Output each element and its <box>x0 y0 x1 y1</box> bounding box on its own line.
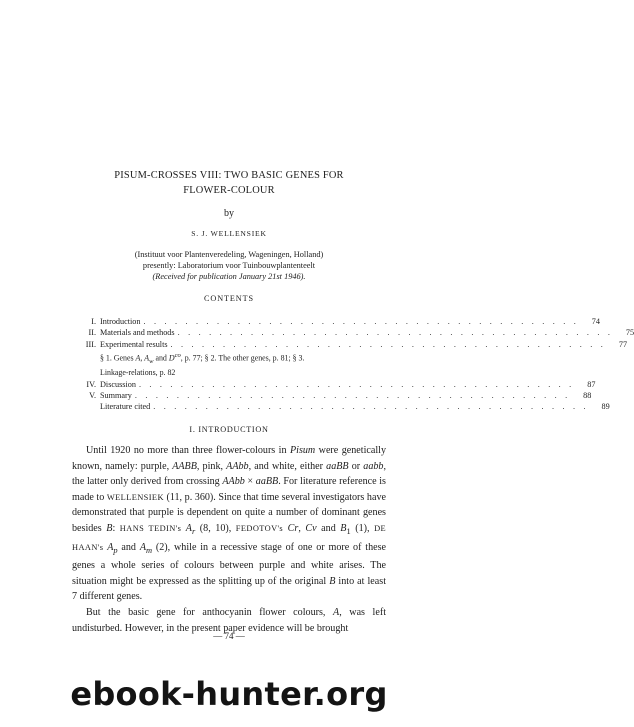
text: (1), <box>350 522 375 534</box>
paragraph <box>72 443 386 605</box>
contents-heading: CONTENTS <box>204 294 254 303</box>
table-of-contents <box>72 316 634 413</box>
author-ref: DE HAAN's <box>72 523 387 552</box>
text: But the basic gene for anthocyanin flower colours, <box>86 606 334 618</box>
toc-sub-text: , <box>140 353 145 363</box>
text: , was left undisturbed. However, in the present paper evidence will be brought <box>72 606 387 634</box>
genotype: aaBB <box>255 476 279 488</box>
body-text <box>72 443 386 636</box>
toc-leader: . . . . . . . . . . . . . . . . . . . . . . . . . . . . . . . . . . . . . . . . . . <box>177 328 614 338</box>
toc-sub-text: and <box>153 353 169 363</box>
toc-leader: . . . . . . . . . . . . . . . . . . . . . . . . . . . . . . . . . . . . . . . . . . <box>138 379 575 389</box>
toc-label: Literature cited <box>100 402 151 412</box>
toc-leader: . . . . . . . . . . . . . . . . . . . . . . . . . . . . . . . . . . . . . . . . . . <box>153 402 589 412</box>
toc-entry <box>72 379 596 390</box>
toc-number: II. <box>88 328 96 338</box>
toc-subentry <box>72 350 385 379</box>
text: and <box>316 522 341 534</box>
toc-entry <box>72 327 634 338</box>
text: (2), while in a recessive stage of one or more of these genes a whole series of colours between purple and white arises. The situation might be expressed as the splitting up of the original <box>72 541 386 587</box>
text: (11, p. 360). Since that time several investigators have demonstrated that purple is dependent on quite a number of dominant genes besides <box>72 491 386 534</box>
text: . For literature reference is made to <box>72 476 386 503</box>
toc-label: Summary <box>100 390 132 400</box>
gene: B <box>340 522 347 534</box>
toc-number: I. <box>91 317 96 326</box>
text: , <box>298 522 306 534</box>
toc-sub-text: § 1. Genes <box>100 353 136 363</box>
byline: by <box>224 208 234 219</box>
toc-number: III. <box>85 339 96 349</box>
author-ref: FEDOTOV's <box>235 523 284 533</box>
text: and <box>117 541 140 553</box>
text: , and white, either <box>248 460 327 472</box>
affiliation <box>60 249 398 282</box>
toc-entry <box>72 339 628 350</box>
author-name: S. J. WELLENSIEK <box>191 229 267 238</box>
genotype: AAbb <box>222 476 245 488</box>
toc-page: 77 <box>618 339 628 349</box>
toc-sub-gene: A <box>144 353 150 363</box>
toc-sub-gene: A <box>135 353 141 363</box>
toc-label: Materials and methods <box>100 328 175 338</box>
toc-sub-superscript: co <box>174 351 181 359</box>
toc-number: IV. <box>86 379 96 389</box>
toc-subentry-line-1 <box>100 350 385 368</box>
gene-subscript: 1 <box>346 526 351 536</box>
gene: A <box>107 541 114 553</box>
toc-entry <box>72 390 592 401</box>
toc-sub-gene: D <box>168 353 175 363</box>
author-ref: WELLENSIEK <box>106 492 164 502</box>
toc-label: Experimental results <box>100 339 168 349</box>
genotype: AABB <box>172 460 197 472</box>
text: or <box>348 460 364 472</box>
page-number: — 74 — <box>213 631 245 641</box>
toc-sub-text: , p. 77; § 2. The other genes, p. 81; § 3. <box>180 353 305 363</box>
text: , the latter only derived from crossing <box>72 460 386 488</box>
gene: A <box>139 541 146 553</box>
gene: Cv <box>305 522 317 534</box>
gene: B <box>329 575 336 587</box>
section-heading: I. INTRODUCTION <box>189 425 269 434</box>
toc-sub-subscript: w <box>149 358 154 366</box>
paper-title <box>60 168 398 198</box>
genotype: AAbb <box>226 460 249 472</box>
gene: Cr <box>287 522 299 534</box>
gene-subscript: m <box>145 545 153 555</box>
genotype: aaBB <box>326 460 349 472</box>
toc-page: 88 <box>583 390 592 400</box>
toc-entry <box>72 316 600 327</box>
toc-page: 87 <box>587 379 596 389</box>
italic-term: Pisum <box>289 445 316 456</box>
toc-leader: . . . . . . . . . . . . . . . . . . . . . . . . . . . . . . . . . . . . . . . . . . <box>143 317 579 326</box>
toc-entry <box>72 401 610 412</box>
toc-label: Discussion <box>100 379 136 389</box>
gene-subscript: p <box>113 545 118 555</box>
text: were genetically known, namely: purple, <box>72 445 387 472</box>
toc-number: V. <box>89 390 96 400</box>
title-line-1: PISUM-CROSSES VIII: TWO BASIC GENES FOR <box>114 170 344 181</box>
text: , pink, <box>196 460 227 472</box>
gene: B <box>106 522 113 534</box>
toc-leader: . . . . . . . . . . . . . . . . . . . . . . . . . . . . . . . . . . . . . . . . . . <box>134 390 571 400</box>
text: Until 1920 no more than three flower-colours in <box>86 445 290 456</box>
watermark: ebook-hunter.org <box>70 675 388 713</box>
toc-page: 89 <box>601 402 610 412</box>
toc-page: 74 <box>591 317 600 326</box>
text: (8, 10), <box>195 522 236 534</box>
text: into at least 7 different genes. <box>72 575 386 603</box>
toc-subentry-line-2: Linkage-relations, p. 82 <box>100 368 176 378</box>
title-line-2: FLOWER-COLOUR <box>183 185 275 196</box>
toc-label: Introduction <box>100 317 141 326</box>
toc-page: 75 <box>625 328 634 338</box>
gene: A <box>185 522 192 534</box>
affiliation-line-2: presently: Laboratorium voor Tuinbouwplantenteelt <box>142 261 316 270</box>
text: : <box>112 522 120 534</box>
genotype: aabb <box>363 460 384 472</box>
author-ref: HANS TEDIN's <box>119 523 182 533</box>
affiliation-line-1: (Instituut voor Plantenveredeling, Wageningen, Holland) <box>134 250 324 259</box>
gene-subscript: r <box>191 526 196 536</box>
toc-leader: . . . . . . . . . . . . . . . . . . . . . . . . . . . . . . . . . . . . . . . . . . <box>170 339 607 349</box>
received-note: (Received for publication January 21st 1946). <box>152 272 306 281</box>
gene: A <box>333 606 340 618</box>
text: × <box>244 476 256 488</box>
